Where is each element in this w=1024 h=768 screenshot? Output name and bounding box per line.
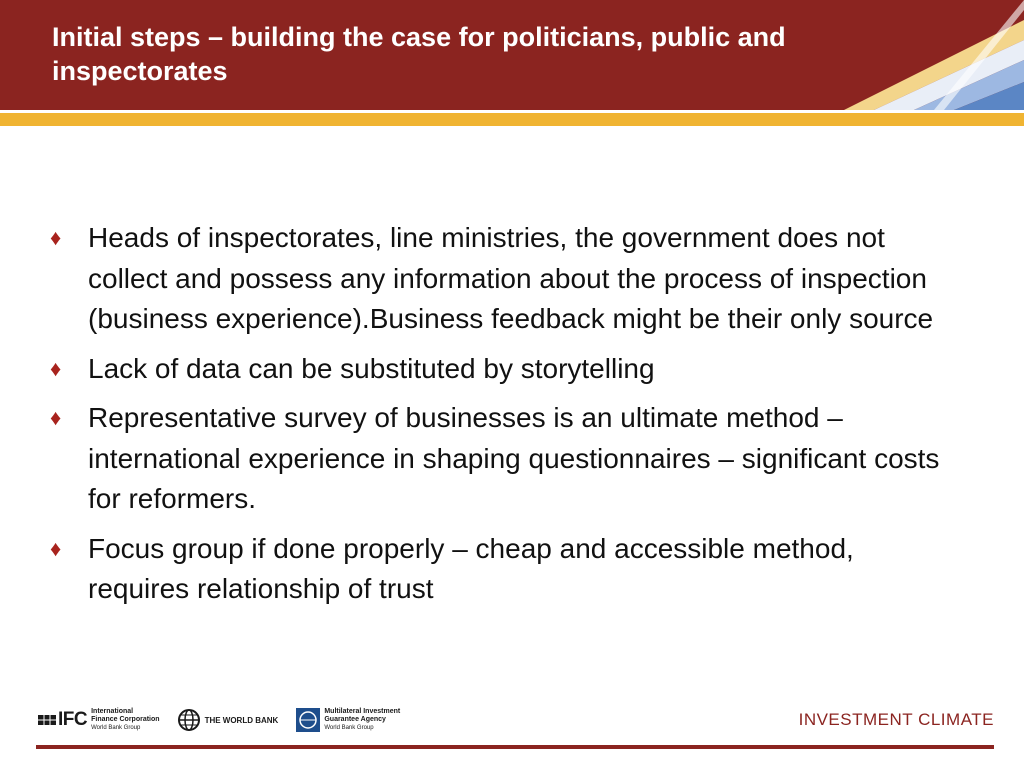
bullet-text: Representative survey of businesses is an ultimate method –international experience in shaping questionnaires – significant costs for reformers.: [88, 402, 940, 514]
miga-line: Multilateral Investment: [324, 708, 401, 715]
bullet-item: [50, 218, 950, 340]
miga-line: World Bank Group: [324, 725, 374, 731]
ifc-logo: [38, 708, 160, 732]
bullet-item: [50, 349, 950, 390]
miga-line: Guarantee Agency: [324, 716, 386, 723]
slide-title: Initial steps – building the case for politicians, public and inspectorates: [52, 22, 786, 86]
gold-divider: [0, 110, 1024, 126]
diamond-bullet-icon: ♦: [50, 355, 62, 381]
bottom-rule: [36, 745, 994, 749]
bullet-item: [50, 529, 950, 610]
diamond-bullet-icon: ♦: [50, 405, 62, 430]
world-bank-logo: [178, 709, 279, 731]
bullet-text: Lack of data can be substituted by storytelling: [88, 352, 655, 384]
miga-emblem-icon: [296, 708, 320, 732]
ifc-caption: [91, 708, 159, 732]
miga-caption: [324, 708, 400, 732]
ifc-mark: IFC: [58, 709, 88, 730]
ifc-globe-icon: [38, 713, 56, 727]
diamond-bullet-icon: ♦: [50, 225, 62, 250]
bullet-text: Focus group if done properly – cheap and accessible method, requires relationship of trust: [88, 532, 854, 604]
ifc-line: World Bank Group: [91, 725, 141, 731]
ifc-line: International: [91, 708, 134, 715]
footer-logos: [38, 704, 418, 736]
title-bar: [0, 0, 1024, 110]
world-bank-globe-icon: [178, 709, 200, 731]
bullet-text: Heads of inspectorates, line ministries, the government does not collect and possess any information about the process of inspection (business experience).Business feedback might be their only source: [88, 222, 934, 334]
ifc-line: Finance Corporation: [91, 716, 160, 723]
diamond-bullet-icon: ♦: [50, 535, 62, 561]
bullet-item: [50, 398, 950, 520]
bullet-list: [50, 218, 950, 619]
miga-logo: [296, 708, 400, 732]
world-bank-label: THE WORLD BANK: [204, 715, 279, 725]
investment-climate-brand: INVESTMENT CLIMATE: [798, 710, 994, 729]
